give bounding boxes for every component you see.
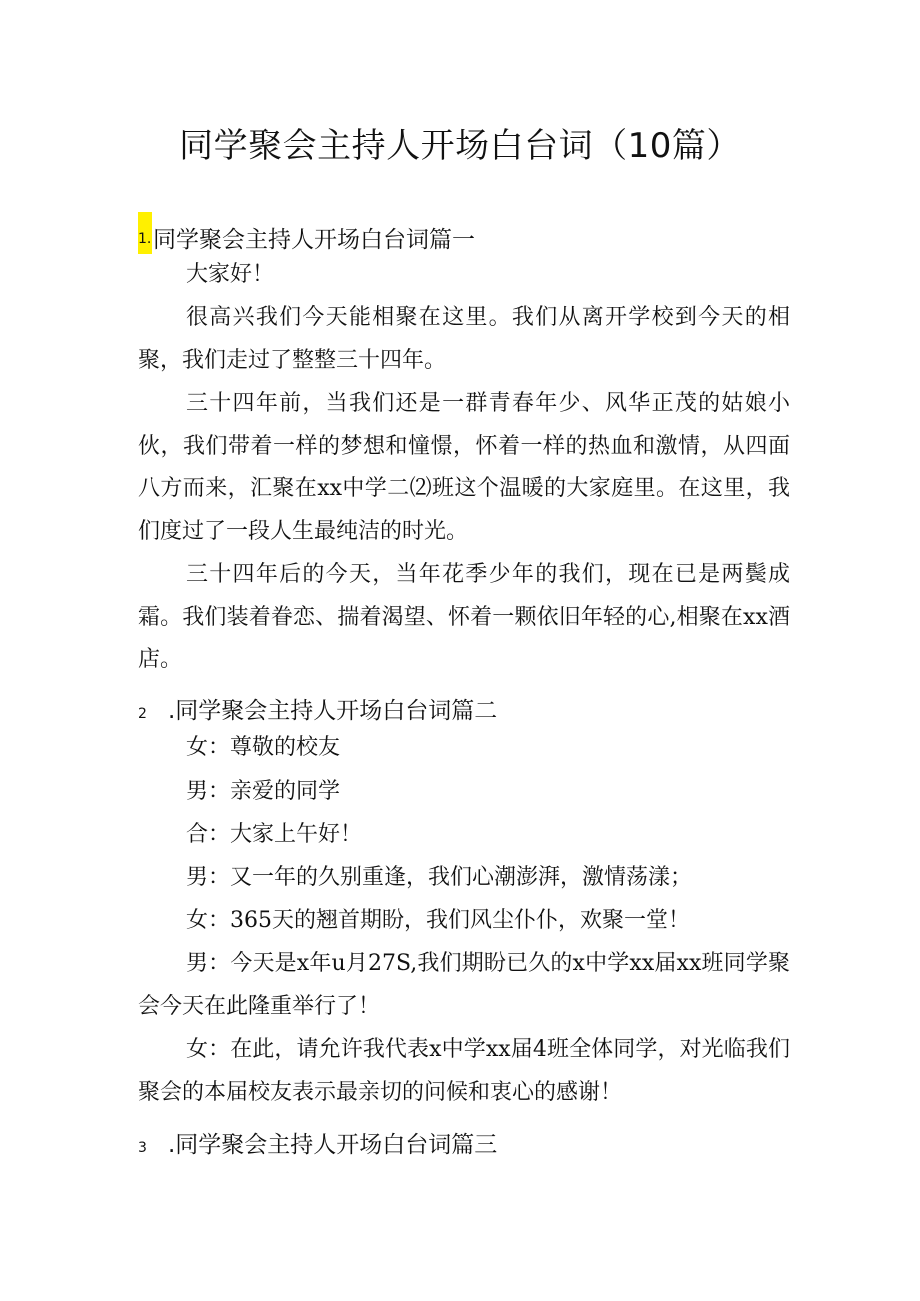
dialogue-line: 男：又一年的久别重逢，我们心潮澎湃，激情荡漾；	[186, 865, 693, 890]
paragraph: 三十四年后的今天，当年花季少年的我们，现在已是两鬓成霜。我们装着眷恋、揣着渴望、怀着一颗依旧年轻的心,相聚在xx酒店。	[138, 562, 790, 672]
paragraph: 很高兴我们今天能相聚在这里。我们从离开学校到今天的相聚，我们走过了整整三十四年。	[138, 305, 790, 373]
dialogue-line: 合：大家上午好！	[186, 822, 363, 847]
dialogue-line: 男：亲爱的同学	[186, 779, 341, 804]
section-number-1: 1.	[138, 212, 152, 254]
section-heading-1	[138, 212, 475, 254]
dialogue-line: 女：尊敬的校友	[186, 735, 341, 760]
dialogue-line: 女：365天的翘首期盼，我们风尘仆仆，欢聚一堂！	[186, 908, 690, 933]
dialogue-line: 女：在此，请允许我代表x中学xx届4班全体同学，对光临我们聚会的本届校友表示最亲切的问候和衷心的感谢！	[138, 1037, 790, 1105]
section-number-3: 3	[138, 1140, 147, 1156]
section-heading-text-1: 同学聚会主持人开场白台词篇一	[153, 227, 475, 253]
paragraph: 大家好！	[186, 262, 275, 287]
section-heading-3	[138, 1126, 497, 1159]
dialogue-line: 男：今天是x年u月27S,我们期盼已久的x中学xx届xx班同学聚会今天在此隆重举行了！	[138, 951, 790, 1019]
section-number-2: 2	[138, 706, 147, 722]
document-title: 同学聚会主持人开场白台词（10篇）	[179, 126, 741, 166]
section-heading-2	[138, 692, 497, 725]
paragraph: 三十四年前，当我们还是一群青春年少、风华正茂的姑娘小伙，我们带着一样的梦想和憧憬，怀着一样的热血和激情，从四面八方而来，汇聚在xx中学二⑵班这个温暖的大家庭里。在这里，我们度过了一段人生最纯洁的时光。	[138, 391, 790, 544]
section-heading-text-2: .同学聚会主持人开场白台词篇二	[168, 698, 498, 724]
section-heading-text-3: .同学聚会主持人开场白台词篇三	[168, 1132, 498, 1158]
